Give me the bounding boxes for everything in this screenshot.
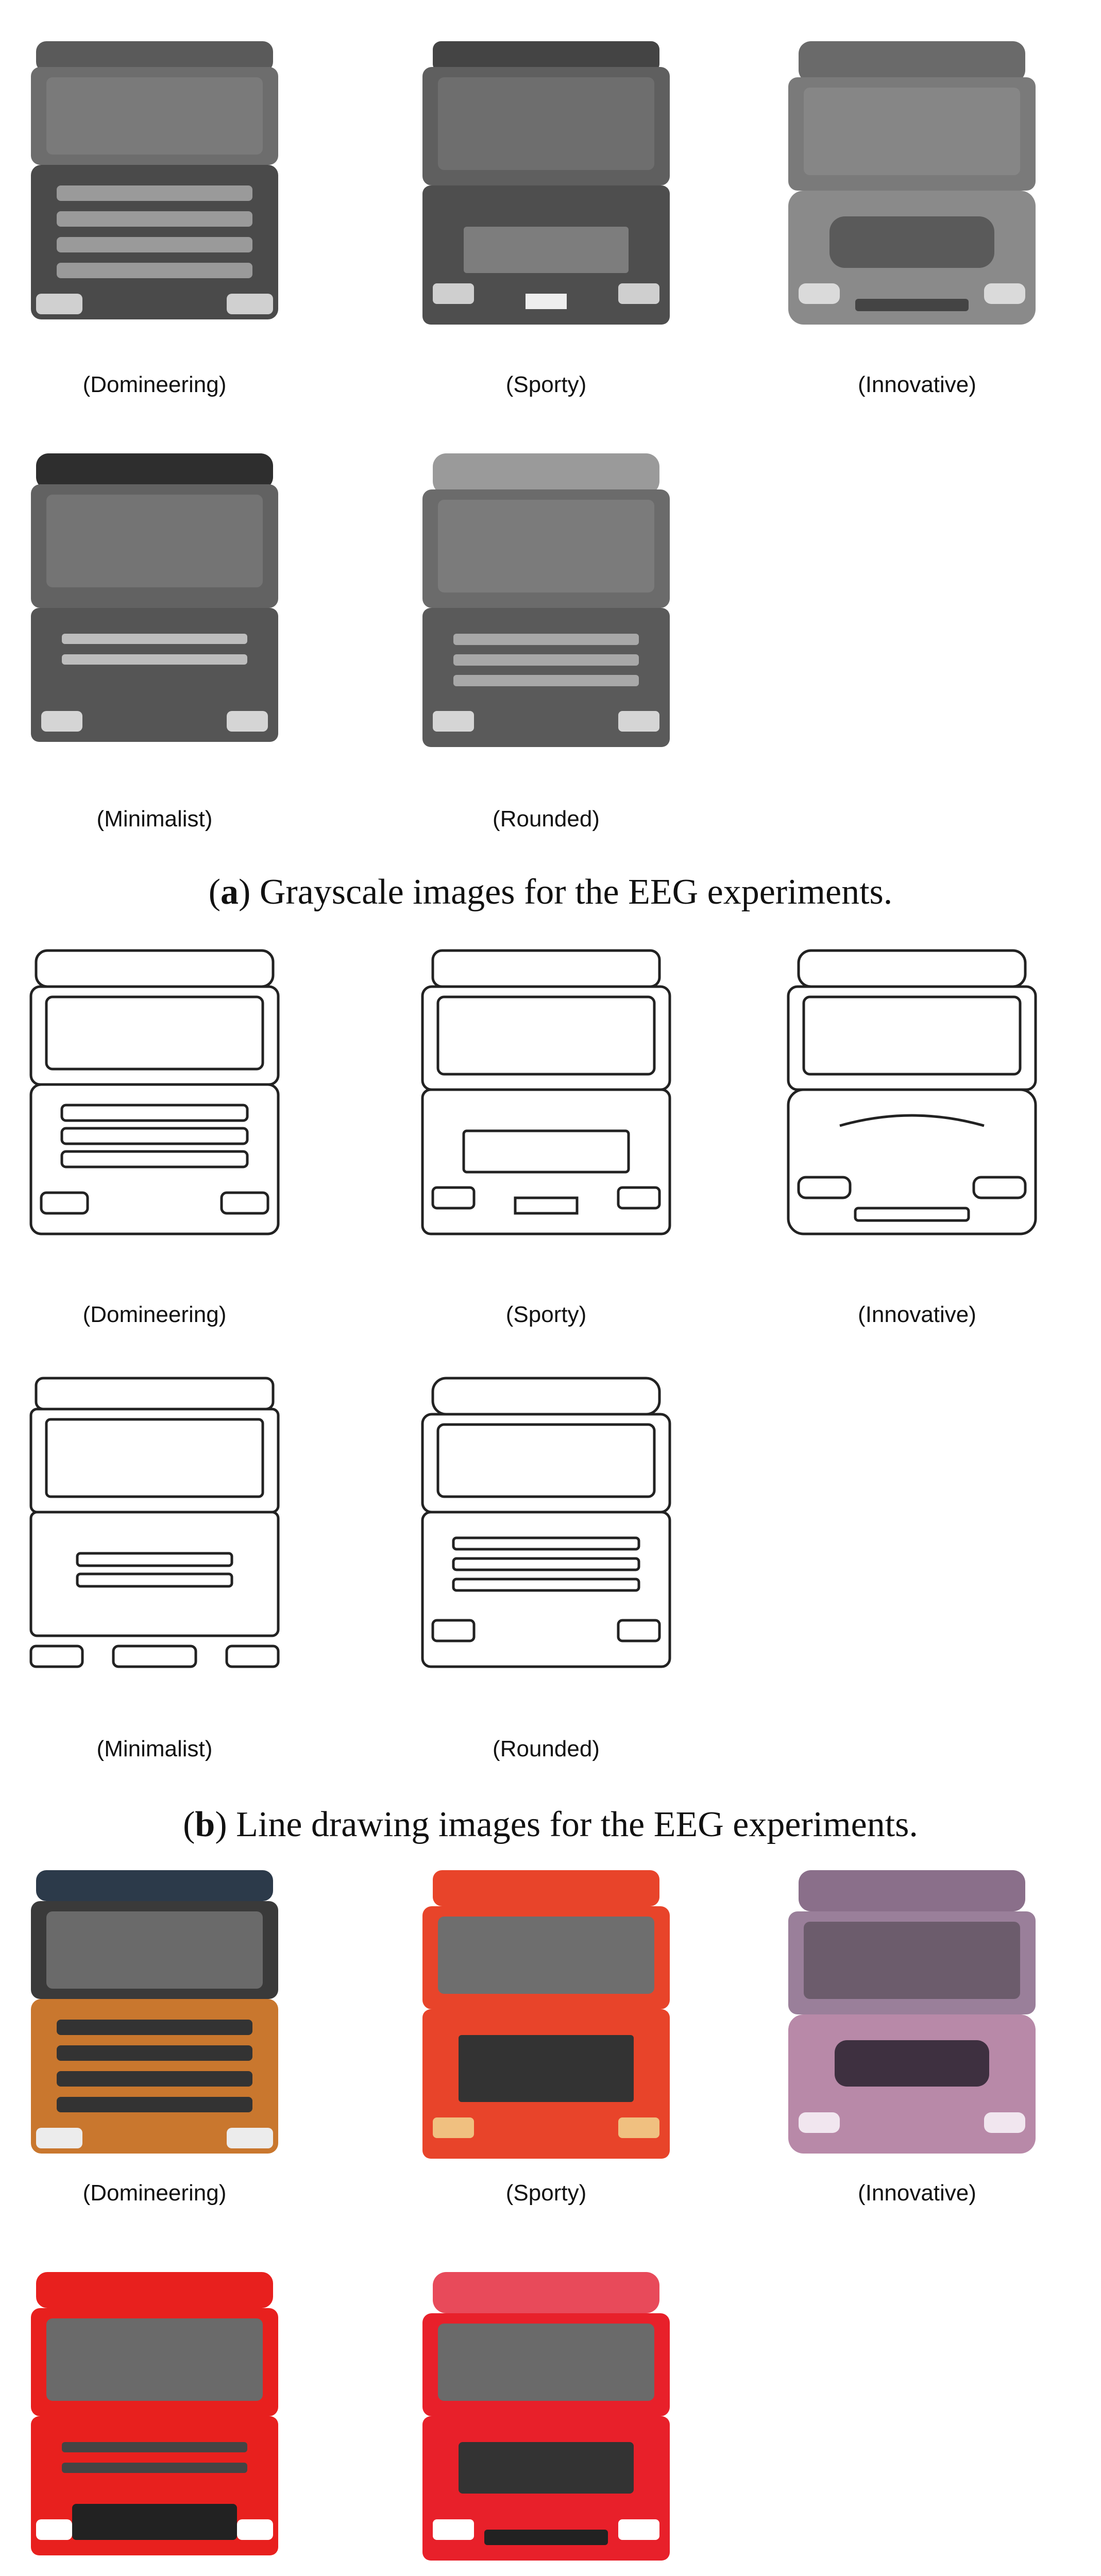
label-innovative: (Innovative) bbox=[858, 1302, 976, 1327]
truck-image-rounded-color bbox=[412, 2262, 680, 2576]
label-sporty: (Sporty) bbox=[505, 2180, 587, 2206]
label-rounded: (Rounded) bbox=[493, 1736, 600, 1761]
truck-image-rounded-line bbox=[412, 1368, 680, 1698]
caption-a: (a) Grayscale images for the EEG experiments. bbox=[208, 872, 893, 912]
label-sporty: (Sporty) bbox=[505, 1302, 587, 1327]
panel-b-line-drawing bbox=[0, 925, 1101, 1811]
truck-image-sporty-color bbox=[412, 1860, 680, 2190]
label-domineering: (Domineering) bbox=[82, 2180, 227, 2206]
caption-b: (b) Line drawing images for the EEG experiments. bbox=[183, 1805, 918, 1844]
truck-image-rounded-grayscale bbox=[412, 443, 680, 773]
truck-image-innovative-grayscale bbox=[778, 21, 1046, 350]
label-sporty: (Sporty) bbox=[505, 372, 587, 397]
truck-image-minimalist-color bbox=[21, 2262, 289, 2576]
truck-image-sporty-grayscale bbox=[412, 21, 680, 350]
label-minimalist: (Minimalist) bbox=[96, 806, 213, 832]
truck-image-minimalist-grayscale bbox=[21, 443, 289, 773]
label-minimalist: (Minimalist) bbox=[96, 1736, 213, 1761]
truck-image-sporty-line bbox=[412, 940, 680, 1270]
panel-a-grayscale bbox=[0, 0, 1101, 886]
truck-image-domineering-color bbox=[21, 1860, 289, 2190]
caption-letter: b bbox=[195, 1805, 215, 1844]
caption-text: Line drawing images for the EEG experiments. bbox=[236, 1805, 918, 1844]
caption-text: Grayscale images for the EEG experiments. bbox=[259, 872, 893, 912]
truck-image-innovative-color bbox=[778, 1860, 1046, 2190]
label-domineering: (Domineering) bbox=[82, 372, 227, 397]
truck-image-domineering-grayscale bbox=[21, 21, 289, 350]
label-innovative: (Innovative) bbox=[858, 372, 976, 397]
label-rounded: (Rounded) bbox=[493, 806, 600, 832]
label-innovative: (Innovative) bbox=[858, 2180, 976, 2206]
truck-image-minimalist-line bbox=[21, 1368, 289, 1698]
panel-c-color bbox=[0, 1844, 1101, 2576]
label-domineering: (Domineering) bbox=[82, 1302, 227, 1327]
truck-image-domineering-line bbox=[21, 940, 289, 1270]
truck-image-innovative-line bbox=[778, 940, 1046, 1270]
caption-letter: a bbox=[221, 872, 239, 912]
